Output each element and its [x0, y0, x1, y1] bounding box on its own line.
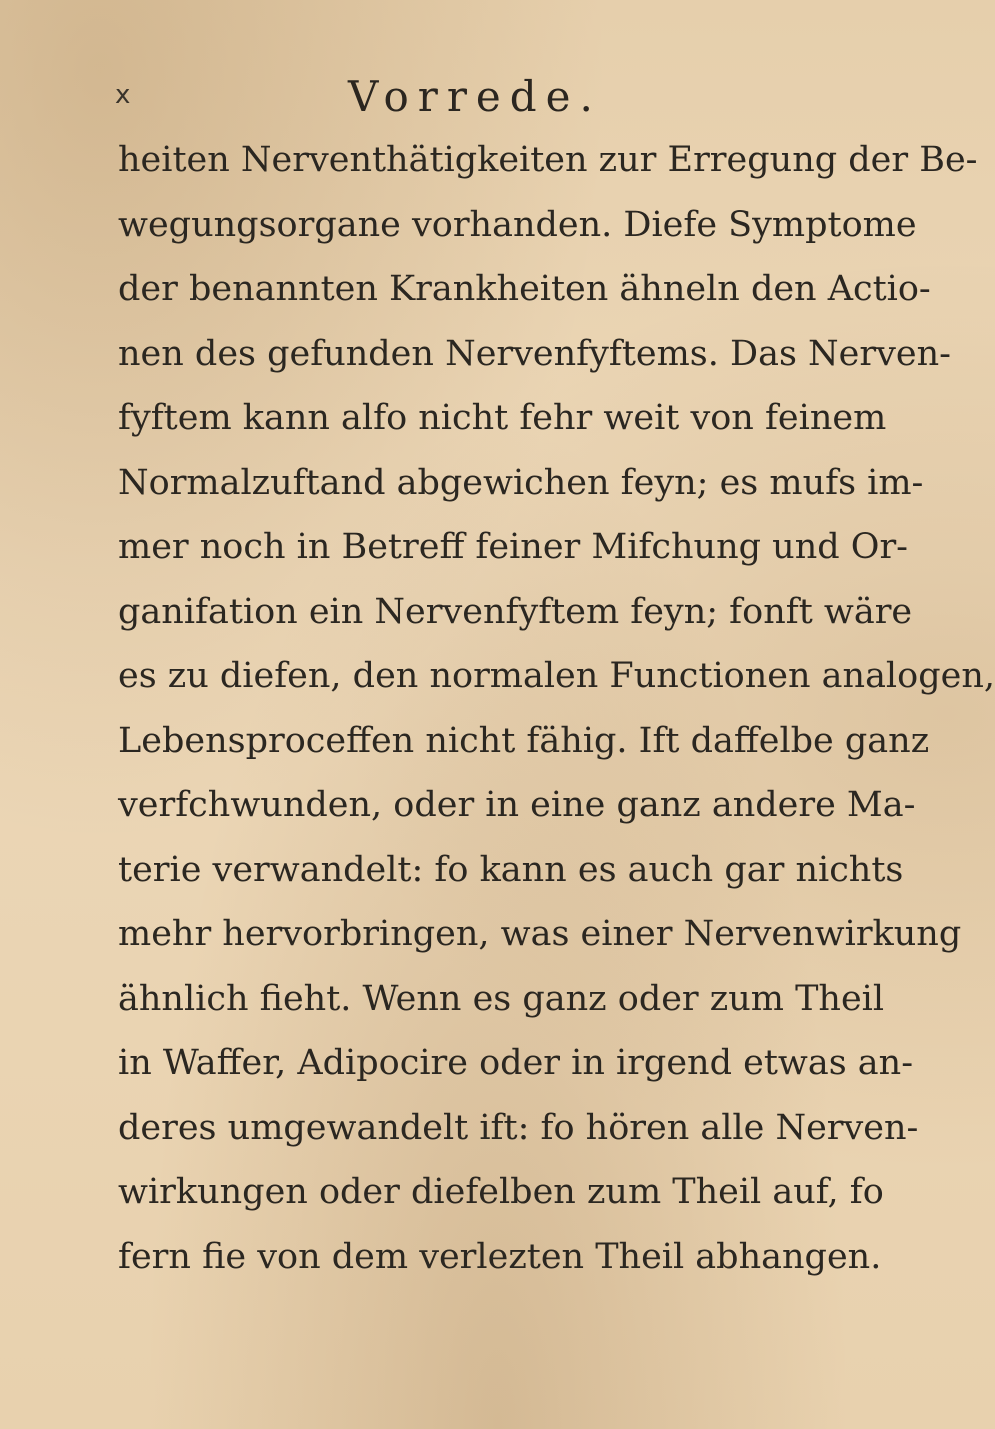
text-line: es zu diefen, den normalen Functionen analogen,	[118, 656, 995, 696]
text-line: ähnlich fieht. Wenn es ganz oder zum Theil	[118, 978, 885, 1019]
text-line: wirkungen oder diefelben zum Theil auf, fo	[118, 1172, 884, 1212]
text-line: Normalzuftand abgewichen feyn; es mufs im-	[118, 462, 924, 503]
text-line: in Waffer, Adipocire oder in irgend etwas an-	[118, 1043, 914, 1083]
running-title: Vorrede.	[348, 72, 602, 121]
text-line: terie verwandelt: fo kann es auch gar nichts	[118, 849, 904, 890]
text-line: ganifation ein Nervenfyftem feyn; fonft wäre	[118, 591, 913, 632]
text-line: mehr hervorbringen, was einer Nervenwirkung	[118, 914, 962, 954]
text-line: wegungsorgane vorhanden. Diefe Symptome	[118, 204, 917, 245]
page-header	[0, 72, 800, 128]
text-line: deres umgewandelt ift: fo hören alle Nerven-	[118, 1107, 919, 1148]
text-line: heiten Nerventhätigkeiten zur Erregung der Be-	[118, 140, 978, 180]
text-line: der benannten Krankheiten ähneln den Actio-	[118, 269, 931, 309]
text-line: fern fie von dem verlezten Theil abhangen.	[118, 1236, 882, 1277]
text-line: verfchwunden, oder in eine ganz andere Ma-	[118, 785, 916, 825]
text-body	[118, 128, 995, 1289]
text-line: Lebensproceffen nicht fähig. Ift daffelbe ganz	[118, 720, 930, 761]
text-line: fyftem kann alfo nicht fehr weit von feinem	[118, 398, 887, 438]
text-line: nen des gefunden Nervenfyftems. Das Nerven-	[118, 333, 951, 374]
text-line: mer noch in Betreff feiner Mifchung und Or-	[118, 527, 909, 567]
signature-mark: x	[115, 80, 131, 110]
